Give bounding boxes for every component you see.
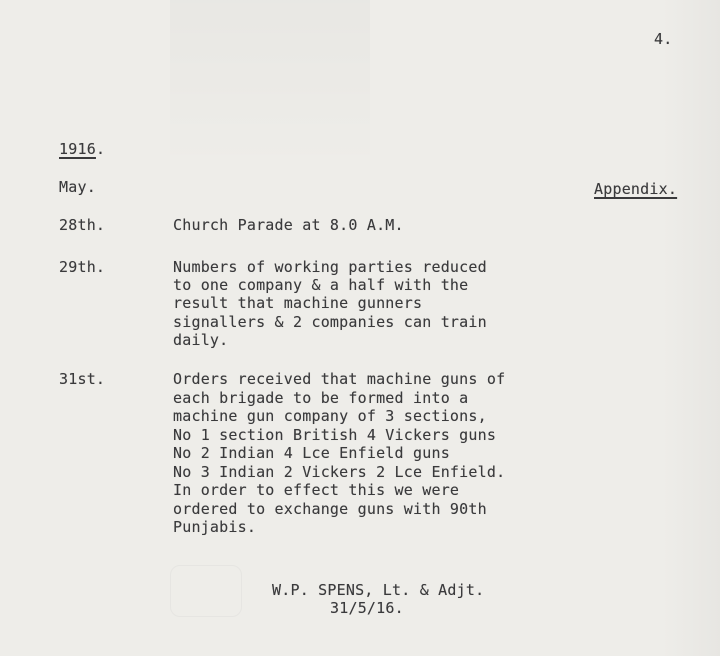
signature-date: 31/5/16. <box>330 599 404 617</box>
entry-line: ordered to exchange guns with 90th <box>173 500 487 518</box>
entry-line: Punjabis. <box>173 518 257 536</box>
entry-date: 28th. <box>59 216 106 234</box>
entry-line: No 3 Indian 2 Vickers 2 Lce Enfield. <box>173 463 506 481</box>
year-heading: 1916. <box>59 140 106 158</box>
entry-line: each brigade to be formed into a <box>173 389 469 407</box>
entry-line: machine gun company of 3 sections, <box>173 407 487 425</box>
entry-line: Orders received that machine guns of <box>173 370 506 388</box>
page-number: 4. <box>654 30 673 48</box>
faint-stamp-mark <box>170 565 242 617</box>
entry-date: 29th. <box>59 258 106 276</box>
entry-line: Numbers of working parties reduced <box>173 258 487 276</box>
entry-line: signallers & 2 companies can train <box>173 313 487 331</box>
entry-line: No 1 section British 4 Vickers guns <box>173 426 497 444</box>
year-text: 1916 <box>59 140 96 158</box>
paper-bleed-through <box>170 0 370 170</box>
entry-line: Church Parade at 8.0 A.M. <box>173 216 404 234</box>
entry-line: In order to effect this we were <box>173 481 460 499</box>
signature: W.P. SPENS, Lt. & Adjt. <box>272 581 485 599</box>
entry-line: result that machine gunners <box>173 294 423 312</box>
appendix-label: Appendix. <box>594 180 678 198</box>
month-label: May. <box>59 178 96 196</box>
entry-date: 31st. <box>59 370 106 388</box>
entry-line: to one company & a half with the <box>173 276 469 294</box>
entry-line: daily. <box>173 331 229 349</box>
entry-line: No 2 Indian 4 Lce Enfield guns <box>173 444 450 462</box>
